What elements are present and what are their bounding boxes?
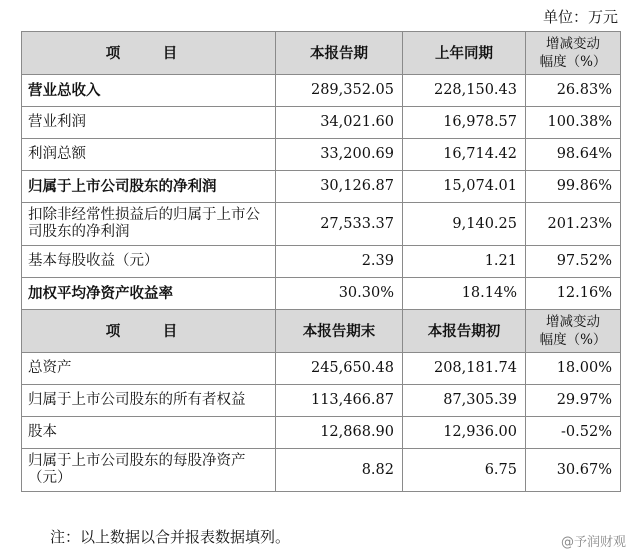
- row-label: 归属于上市公司股东的净利润: [22, 171, 276, 203]
- value-change: 18.00%: [526, 353, 621, 385]
- column-header: 增减变动 幅度（%）: [526, 310, 621, 353]
- value-change: 29.97%: [526, 385, 621, 417]
- table-row: [22, 139, 621, 171]
- table-row: [22, 449, 621, 492]
- value-current: 8.82: [276, 449, 403, 492]
- value-change: 99.86%: [526, 171, 621, 203]
- value-prior: 18.14%: [403, 278, 526, 310]
- row-label: 营业总收入: [22, 75, 276, 107]
- row-label: 股本: [22, 417, 276, 449]
- value-change: 97.52%: [526, 246, 621, 278]
- value-change: 201.23%: [526, 203, 621, 246]
- value-current: 33,200.69: [276, 139, 403, 171]
- column-header: 增减变动 幅度（%）: [526, 32, 621, 75]
- header-row: [22, 310, 621, 353]
- value-prior: 6.75: [403, 449, 526, 492]
- value-prior: 1.21: [403, 246, 526, 278]
- column-header: 本报告期: [276, 32, 403, 75]
- table-row: [22, 107, 621, 139]
- footnote: 注：以上数据以合并报表数据填列。: [50, 528, 291, 546]
- value-change: 98.64%: [526, 139, 621, 171]
- value-current: 12,868.90: [276, 417, 403, 449]
- value-change: 12.16%: [526, 278, 621, 310]
- value-current: 289,352.05: [276, 75, 403, 107]
- table-row: [22, 417, 621, 449]
- row-label: 归属于上市公司股东的每股净资产（元）: [22, 449, 276, 492]
- column-header: 项 目: [22, 310, 276, 353]
- row-label: 归属于上市公司股东的所有者权益: [22, 385, 276, 417]
- row-label: 利润总额: [22, 139, 276, 171]
- financial-table-body: [22, 32, 621, 492]
- value-change: 30.67%: [526, 449, 621, 492]
- financial-table: [21, 31, 621, 492]
- unit-label: 单位：万元: [542, 8, 618, 26]
- table-row: [22, 278, 621, 310]
- column-header: 上年同期: [403, 32, 526, 75]
- table-row: [22, 353, 621, 385]
- value-prior: 228,150.43: [403, 75, 526, 107]
- header-row: [22, 32, 621, 75]
- column-header: 本报告期末: [276, 310, 403, 353]
- value-prior: 9,140.25: [403, 203, 526, 246]
- watermark: @予润财观: [560, 535, 626, 550]
- column-header: 项 目: [22, 32, 276, 75]
- value-current: 2.39: [276, 246, 403, 278]
- row-label: 总资产: [22, 353, 276, 385]
- value-current: 27,533.37: [276, 203, 403, 246]
- value-change: 26.83%: [526, 75, 621, 107]
- value-current: 30.30%: [276, 278, 403, 310]
- row-label: 扣除非经常性损益后的归属于上市公司股东的净利润: [22, 203, 276, 246]
- table-row: [22, 171, 621, 203]
- value-change: 100.38%: [526, 107, 621, 139]
- column-header: 本报告期初: [403, 310, 526, 353]
- row-label: 加权平均净资产收益率: [22, 278, 276, 310]
- table-row: [22, 385, 621, 417]
- table-row: [22, 75, 621, 107]
- value-prior: 16,714.42: [403, 139, 526, 171]
- value-prior: 208,181.74: [403, 353, 526, 385]
- value-current: 245,650.48: [276, 353, 403, 385]
- table-row: [22, 203, 621, 246]
- value-current: 34,021.60: [276, 107, 403, 139]
- value-prior: 12,936.00: [403, 417, 526, 449]
- value-current: 30,126.87: [276, 171, 403, 203]
- value-change: -0.52%: [526, 417, 621, 449]
- table-row: [22, 246, 621, 278]
- value-current: 113,466.87: [276, 385, 403, 417]
- value-prior: 87,305.39: [403, 385, 526, 417]
- value-prior: 15,074.01: [403, 171, 526, 203]
- value-prior: 16,978.57: [403, 107, 526, 139]
- row-label: 基本每股收益（元）: [22, 246, 276, 278]
- row-label: 营业利润: [22, 107, 276, 139]
